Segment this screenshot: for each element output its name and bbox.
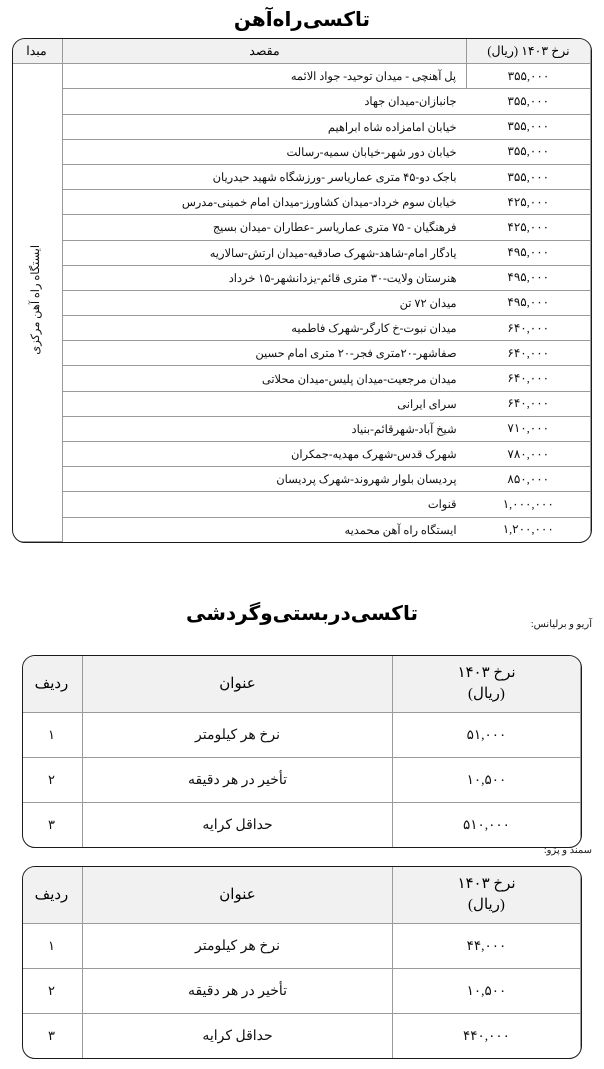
table-row (22, 969, 581, 1014)
cell-origin (12, 64, 63, 542)
cell-title: حداقل کرایه (83, 1014, 393, 1059)
group-label-ario-brilliance: آریو و برلیانس: (530, 619, 592, 630)
cell-row-number: ۳ (22, 803, 83, 848)
cell-rate: ۶۴۰,۰۰۰ (467, 391, 591, 416)
cell-rate: ۴۴,۰۰۰ (393, 924, 581, 969)
table-row (12, 240, 591, 265)
cell-destination: شیخ آباد-شهرقائم-بنیاد (63, 416, 467, 441)
charter-table-head-ario (22, 656, 581, 713)
railway-fare-table (12, 38, 592, 543)
cell-rate: ۳۵۵,۰۰۰ (467, 89, 591, 114)
cell-destination: صفاشهر-۲۰متری فجر-۲۰ متری امام حسین (63, 341, 467, 366)
table-row (12, 366, 591, 391)
cell-destination: خیابان دور شهر-خیابان سمیه-رسالت (63, 139, 467, 164)
cell-rate: ۸۵۰,۰۰۰ (467, 467, 591, 492)
cell-destination: باجک دو-۴۵ متری عماریاسر -ورزشگاه شهید حیدریان (63, 164, 467, 189)
cell-destination: ایستگاه راه آهن محمدیه (63, 517, 467, 542)
cell-rate: ۴۹۵,۰۰۰ (467, 265, 591, 290)
table-row (12, 265, 591, 290)
column-header-rate-line1: نرخ ۱۴۰۳ (457, 876, 516, 892)
cell-rate: ۱,۲۰۰,۰۰۰ (467, 517, 591, 542)
column-header-rate-line2: (ریال) (468, 897, 505, 913)
railway-table-body (12, 64, 591, 542)
cell-row-number: ۳ (22, 1014, 83, 1059)
cell-rate: ۶۴۰,۰۰۰ (467, 366, 591, 391)
table-row (12, 164, 591, 189)
cell-destination: میدان ۷۲ تن (63, 290, 467, 315)
table-row (22, 713, 581, 758)
cell-rate: ۳۵۵,۰۰۰ (467, 114, 591, 139)
cell-destination: میدان نبوت-خ کارگر-شهرک فاطمیه (63, 316, 467, 341)
table-row (12, 89, 591, 114)
table-row (12, 190, 591, 215)
railway-grid (12, 39, 591, 542)
cell-title: نرخ هر کیلومتر (83, 924, 393, 969)
cell-rate: ۵۱۰,۰۰۰ (393, 803, 581, 848)
cell-rate: ۴۹۵,۰۰۰ (467, 290, 591, 315)
table-header-row (22, 867, 581, 924)
table-row (22, 803, 581, 848)
cell-destination: خیابان امامزاده شاه ابراهیم (63, 114, 467, 139)
table-row (12, 290, 591, 315)
column-header-rate-line1: نرخ ۱۴۰۳ (457, 665, 516, 681)
table-row (12, 341, 591, 366)
column-header-row-number: ردیف (22, 656, 83, 713)
table-row (12, 391, 591, 416)
table-header-row (22, 656, 581, 713)
table-row (12, 316, 591, 341)
cell-destination: فرهنگیان - ۷۵ متری عماریاسر -عطاران -میدان بسیج (63, 215, 467, 240)
cell-rate: ۳۵۵,۰۰۰ (467, 139, 591, 164)
table-row (12, 442, 591, 467)
page-title-railway: تاکسی‌راه‌آهن (233, 7, 371, 31)
cell-title: تأخیر در هر دقیقه (83, 969, 393, 1014)
cell-rate: ۳۵۵,۰۰۰ (467, 64, 591, 89)
page-title-charter: تاکسی‌دربستی‌و‌گردشی (186, 601, 418, 625)
cell-rate: ۷۱۰,۰۰۰ (467, 416, 591, 441)
charter-grid-samand (22, 867, 581, 1058)
cell-row-number: ۱ (22, 713, 83, 758)
column-header-rate-line2: (ریال) (468, 686, 505, 702)
column-header-rate (393, 656, 581, 713)
table-row (12, 492, 591, 517)
origin-vertical-label: ایستگاه راه آهن مرکزی (29, 245, 42, 356)
cell-row-number: ۱ (22, 924, 83, 969)
table-row (22, 758, 581, 803)
cell-destination: قنوات (63, 492, 467, 517)
charter-fare-table-ario (22, 655, 582, 848)
table-row (12, 215, 591, 240)
cell-destination: هنرستان ولایت-۳۰ متری قائم-یزدانشهر-۱۵ خرداد (63, 265, 467, 290)
group-label-samand-peugeot: سمند و پژو: (543, 845, 592, 856)
column-header-destination: مقصد (63, 39, 467, 64)
table-row (12, 64, 591, 89)
cell-destination: خیابان سوم خرداد-میدان کشاورز-میدان امام خمینی-مدرس (63, 190, 467, 215)
column-header-origin: مبدا (12, 39, 63, 64)
cell-rate: ۱۰,۵۰۰ (393, 758, 581, 803)
cell-destination: شهرک قدس-شهرک مهدیه-جمکران (63, 442, 467, 467)
cell-destination: پل آهنچی - میدان توحید- جواد الائمه (63, 64, 467, 89)
cell-rate: ۴۲۵,۰۰۰ (467, 215, 591, 240)
cell-rate: ۶۴۰,۰۰۰ (467, 341, 591, 366)
charter-table-head-samand (22, 867, 581, 924)
column-header-row-number: ردیف (22, 867, 83, 924)
railway-table-head (12, 39, 591, 64)
column-header-rate (393, 867, 581, 924)
table-row (22, 924, 581, 969)
table-row (12, 139, 591, 164)
cell-title: نرخ هر کیلومتر (83, 713, 393, 758)
table-row (12, 416, 591, 441)
cell-destination: میدان مرجعیت-میدان پلیس-میدان محلاتی (63, 366, 467, 391)
charter-fare-table-samand (22, 866, 582, 1059)
cell-rate: ۶۴۰,۰۰۰ (467, 316, 591, 341)
table-row (12, 467, 591, 492)
charter-grid-ario (22, 656, 581, 847)
cell-title: تأخیر در هر دقیقه (83, 758, 393, 803)
cell-row-number: ۲ (22, 758, 83, 803)
cell-rate: ۷۸۰,۰۰۰ (467, 442, 591, 467)
cell-rate: ۴۹۵,۰۰۰ (467, 240, 591, 265)
table-row (22, 1014, 581, 1059)
cell-rate: ۳۵۵,۰۰۰ (467, 164, 591, 189)
charter-table-body-samand (22, 924, 581, 1059)
column-header-rate: نرخ ۱۴۰۳ (ریال) (467, 39, 591, 64)
cell-destination: یادگار امام-شاهد-شهرک صادقیه-میدان ارتش-سالاریه (63, 240, 467, 265)
table-header-row (12, 39, 591, 64)
cell-destination: سرای ایرانی (63, 391, 467, 416)
cell-destination: پردیسان بلوار شهروند-شهرک پردیسان (63, 467, 467, 492)
column-header-title: عنوان (83, 867, 393, 924)
cell-rate: ۱۰,۵۰۰ (393, 969, 581, 1014)
column-header-title: عنوان (83, 656, 393, 713)
cell-rate: ۵۱,۰۰۰ (393, 713, 581, 758)
cell-rate: ۴۲۵,۰۰۰ (467, 190, 591, 215)
cell-rate: ۱,۰۰۰,۰۰۰ (467, 492, 591, 517)
charter-table-body-ario (22, 713, 581, 848)
cell-row-number: ۲ (22, 969, 83, 1014)
cell-title: حداقل کرایه (83, 803, 393, 848)
table-row (12, 517, 591, 542)
cell-destination: جانبازان-میدان جهاد (63, 89, 467, 114)
table-row (12, 114, 591, 139)
cell-rate: ۴۴۰,۰۰۰ (393, 1014, 581, 1059)
